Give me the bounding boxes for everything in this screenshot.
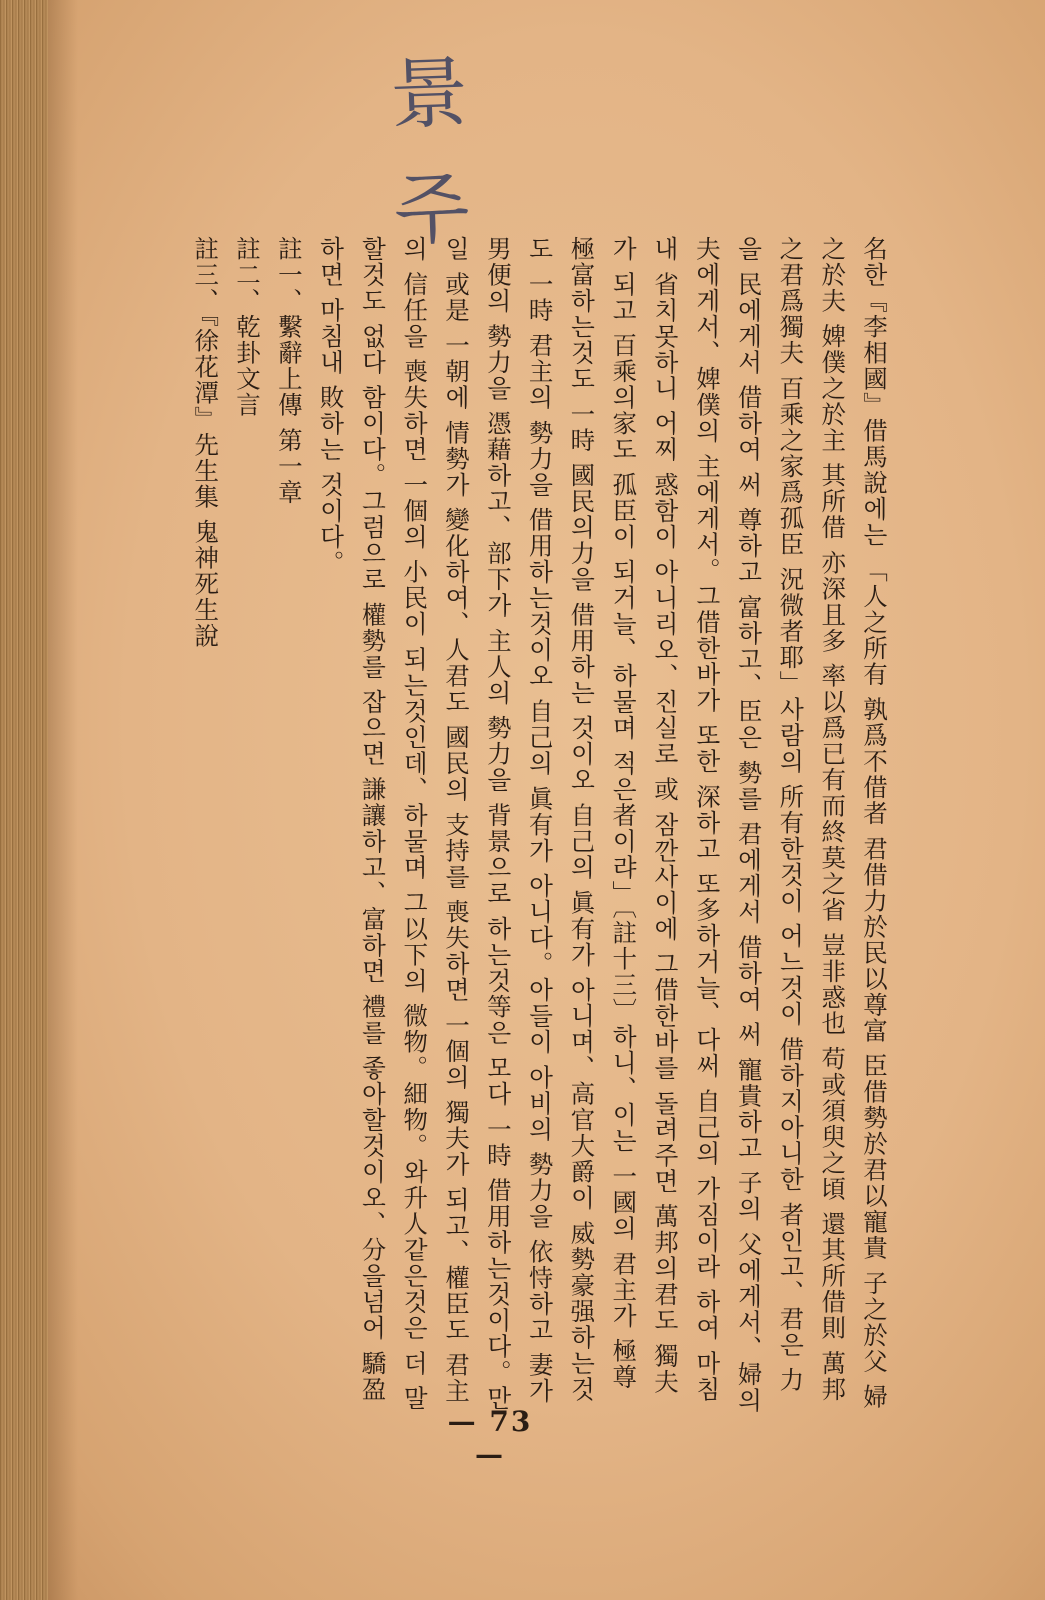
body-paragraph: 名한『李相國』借馬說에는 「人之所有 孰爲不借者 君借力於民以尊富 臣借勢於君以寵貴 子之於父 婦之於夫 婢僕之於主 其所借 亦深且多 率以爲已有而終莫之省 豈非惑也 苟或須臾之頃 還其所借則 萬邦之君爲獨夫 百乘之家爲孤臣 況微者耶」사람의 所有한것이 어느것이 借하지아니한 者인고、君은 力을 民에게서 借하여 써 尊하고 富하고、臣은 勢를 君에게서 借하여 써 寵貴하고 子의 父에게서、婦의 夫에게서、婢僕의 主에게서。그借한바가 또한 深하고 또多하거늘、다써 自己의 가짐이라 하여 마침내 省치못하니 어찌 惑함이 아니리오、진실로 或 잠깐사이에 그借한바를 돌려주면 萬邦의君도 獨夫가 되고 百乘의家도 孤臣이 되거늘、하물며 적은者이랴」〔註十三〕하니、이는 一國의 君主가 極尊極富하는것도 一時 國民의力을 借用하는 것이오 自己의 眞有가 아니며、高官大爵이 威勢豪强하는것도 一時 君主의 勢力을 借用하는것이오 自己의 眞有가 아니다。아들이 아비의 勢力을 依恃하고 妻가 男便의 勢力을 憑藉하고、部下가 主人의 勢力을 背景으로 하는것等은 모다 一時 借用하는것이다。만일 或是 一朝에 情勢가 變化하여、人君도 國民의 支持를 喪失하면 一個의 獨夫가 되고、權臣도 君主의 信任을 喪失하면 一個의 小民이 되는것인데、하물며 그以下의 微物。細物。와升人같은것은 더 말할것도 없다 함이다。그럼으로 權勢를 잡으면 謙讓하고、富하면 禮를 좋아할것이오、分을넘어 驕盈하면 마침내 敗하는 것이다。 (316, 236, 889, 1414)
spine-shadow (48, 0, 78, 1600)
footnote-3: 註三、『徐花潭』先生集 鬼神死生說 (191, 236, 221, 650)
book-spine (0, 0, 48, 1600)
handwritten-note: 景 주 (388, 46, 541, 257)
page-number: — 73 — (447, 1405, 533, 1471)
footnote-2: 註二、乾卦文言 (233, 236, 263, 418)
vertical-text-block (110, 236, 895, 1416)
footnote-1: 註一、繫辭上傳 第一章 (274, 236, 304, 506)
